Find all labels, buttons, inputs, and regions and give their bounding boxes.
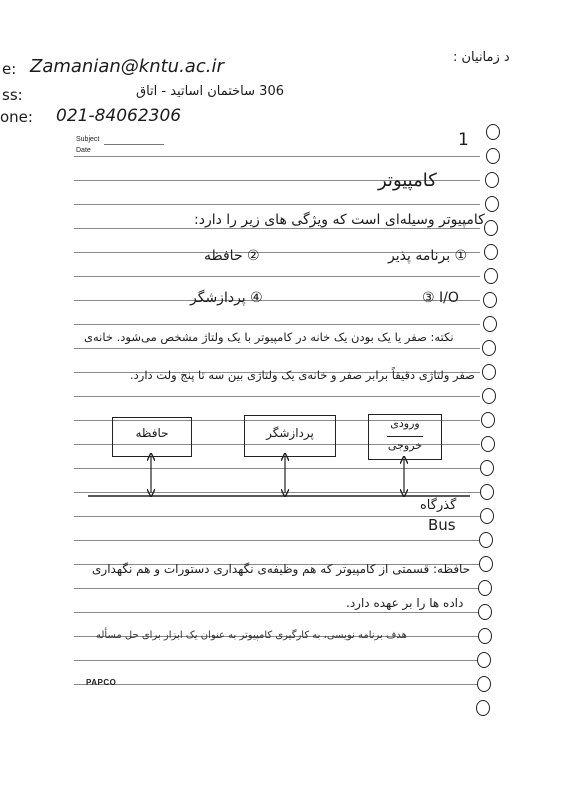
binder-hole	[479, 556, 493, 572]
ruled-line	[74, 396, 480, 397]
programming-goal-line: هدف برنامه نویسی، به کارگیری کامپیوتر به عنوان یک ابزار برای حل مسأله	[96, 630, 407, 641]
binder-hole	[477, 652, 491, 668]
feature-memory: ② حافظه	[204, 248, 260, 264]
office-address: 306 ساختمان اساتید - اتاق	[136, 84, 284, 99]
binder-hole	[476, 700, 490, 716]
feature-io: ③ I/O	[422, 290, 459, 306]
binder-hole	[482, 364, 496, 380]
note-line-2: صفر ولتاژی دقیقاً برابر صفر و خانه‌ی یک ولتاژی بین سه تا پنج ولت دارد.	[130, 368, 475, 382]
binder-hole	[485, 172, 499, 188]
ruled-line	[74, 516, 480, 517]
subject-underline	[104, 144, 164, 145]
email-address: Zamanian@kntu.ac.ir	[30, 56, 224, 77]
binder-hole	[480, 460, 494, 476]
processor-box	[244, 415, 336, 457]
feature-processor: ④ پردازشگر	[190, 290, 263, 306]
binder-hole	[484, 220, 498, 236]
memory-def-line-1: حافظه: قسمتی از کامپیوتر که هم وظیفه‌ی نگهداری دستورات و هم نگهداری	[92, 562, 471, 576]
io-box	[368, 414, 442, 460]
ruled-line	[74, 348, 480, 349]
binder-hole	[481, 412, 495, 428]
binder-hole	[478, 604, 492, 620]
binder-hole	[484, 268, 498, 284]
ruled-line	[74, 468, 480, 469]
note-line-1: نکته: صفر یا یک بودن یک خانه در کامپیوتر با یک ولتاژ مشخص می‌شود. خانه‌ی	[84, 330, 454, 344]
ruled-line	[74, 492, 480, 493]
bus-label-fa: گذرگاه	[420, 498, 457, 513]
binder-hole	[483, 316, 497, 332]
ruled-line	[74, 228, 480, 229]
ruled-line	[74, 684, 480, 685]
binder-hole	[483, 292, 497, 308]
ruled-line	[74, 612, 480, 613]
notes-title: کامپیوتر	[378, 170, 437, 191]
memory-box-label: حافظه	[135, 426, 169, 440]
binder-hole	[485, 196, 499, 212]
memory-box	[112, 417, 192, 457]
binder-hole	[478, 580, 492, 596]
binder-hole	[480, 484, 494, 500]
address-prefix: ss:	[2, 86, 23, 104]
binder-hole	[486, 124, 500, 140]
papco-brand: PAPCO	[86, 678, 117, 687]
ruled-line	[74, 324, 480, 325]
date-label: Date	[76, 147, 91, 154]
email-prefix: e:	[2, 60, 17, 78]
binder-hole	[482, 340, 496, 356]
definition-line: کامپیوتر وسیله‌ای است که ویژگی های زیر را دارد:	[194, 212, 485, 228]
phone-prefix: one:	[0, 108, 33, 126]
ruled-line	[74, 540, 480, 541]
processor-box-label: پردازشگر	[266, 426, 314, 440]
ruled-line	[74, 660, 480, 661]
ruled-line	[74, 588, 480, 589]
subject-label: Subject	[76, 136, 100, 143]
io-box-output-label: خروجی	[387, 439, 423, 452]
ruled-line	[74, 156, 480, 157]
binder-hole	[481, 436, 495, 452]
binder-hole	[480, 508, 494, 524]
phone-number: 021-84062306	[56, 106, 182, 126]
ruled-line	[74, 276, 480, 277]
binder-hole	[482, 388, 496, 404]
feature-programmable: ① برنامه پذیر	[388, 248, 468, 264]
header-top-right-label: د زمانیان :	[453, 50, 510, 65]
ruled-line	[74, 204, 480, 205]
binder-hole	[477, 676, 491, 692]
binder-hole	[479, 532, 493, 548]
binder-hole	[484, 244, 498, 260]
io-box-input-label: ورودی	[390, 417, 420, 430]
ruled-line	[74, 300, 480, 301]
io-box-divider	[387, 436, 423, 437]
binder-hole	[486, 148, 500, 164]
binder-hole	[478, 628, 492, 644]
memory-def-line-2: داده ها را بر عهده دارد.	[346, 596, 464, 610]
page-number: 1	[458, 130, 469, 150]
bus-label-en: Bus	[428, 516, 456, 534]
